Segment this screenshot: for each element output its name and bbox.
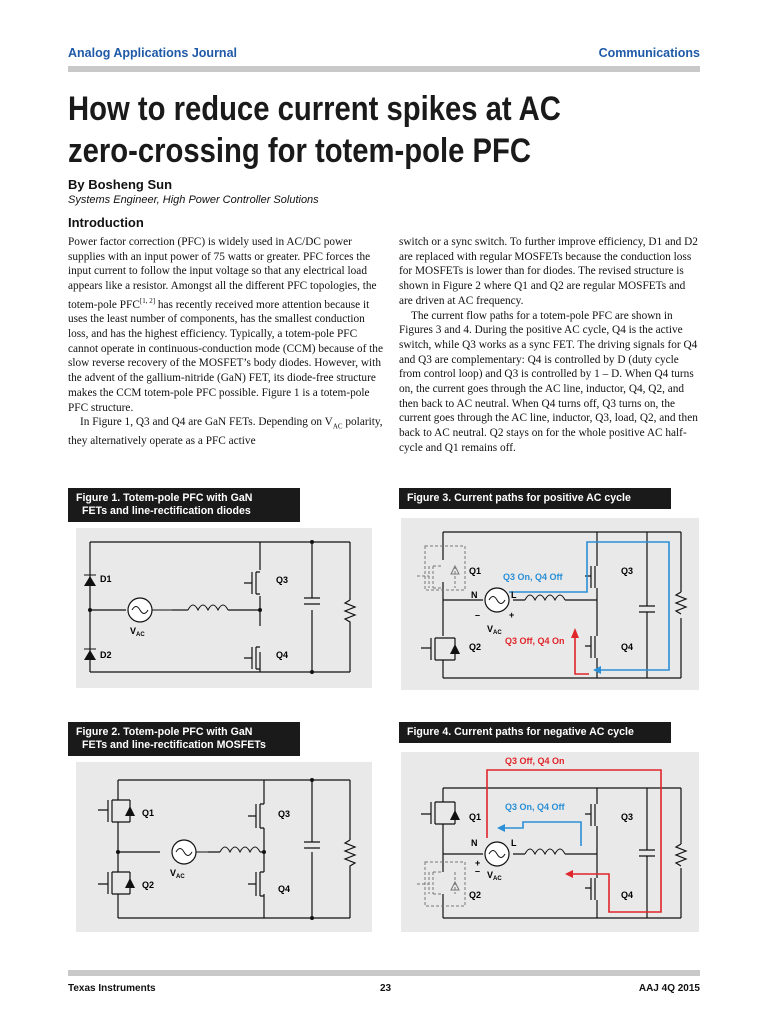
section-name: Communications: [598, 46, 700, 60]
q2-label: Q2: [142, 880, 155, 890]
minus-label: –: [475, 866, 481, 876]
plus-label: +: [509, 610, 515, 620]
figure-1-schematic: [68, 488, 374, 698]
article-title: [68, 88, 618, 172]
q2-label: Q2: [469, 642, 482, 652]
q1-label: Q1: [469, 566, 482, 576]
q3-label: Q3: [276, 575, 289, 585]
figure-3-caption: Figure 3. Current paths for positive AC cycle: [399, 488, 671, 509]
q3-label: Q3: [621, 566, 634, 576]
minus-label: –: [475, 610, 481, 620]
page-number: 23: [380, 983, 392, 994]
journal-name: Analog Applications Journal: [68, 46, 237, 60]
figure-1-caption: Figure 1. Totem-pole PFC with GaN FETs and line-rectification diodes: [68, 488, 300, 522]
figure-4-caption: Figure 4. Current paths for negative AC cycle: [399, 722, 671, 743]
footer-company: Texas Instruments: [68, 983, 156, 994]
d2-label: D2: [100, 650, 112, 660]
figure-4: [399, 722, 699, 937]
q4-label: Q4: [621, 642, 634, 652]
footer-rule: [68, 970, 700, 976]
q3-label: Q3: [278, 809, 291, 819]
figure-2-schematic: [68, 722, 374, 937]
q2-label: Q2: [469, 890, 482, 900]
section-heading: Introduction: [68, 215, 144, 230]
paragraph: The current flow paths for a totem-pole PFC are shown in Figures 3 and 4. During the positive AC cycle, Q4 is the active switch, while Q3 works as a sync FET. The driving signals for Q4 and Q3 are complementary: Q4 is controlled by D (duty cycle from control loop) and Q3 is controlled by 1 – D. When Q4 turns on, the current goes through the AC line, inductor, Q4, Q2, and then back to AC neutral. When Q4 turns off, Q3 turns on, the current goes through the AC line, inductor, Q3, load, Q2, and then back to AC neutral. Q2 stays on for the whole positive AC half-cycle and Q1 remains off.: [399, 309, 698, 454]
red-path-label: Q3 Off, Q4 On: [505, 756, 565, 766]
figure-2: [68, 722, 374, 937]
red-current-path: [575, 638, 589, 674]
l-label: L: [511, 838, 517, 848]
figure-2-caption: Figure 2. Totem-pole PFC with GaN FETs and line-rectification MOSFETs: [68, 722, 300, 756]
q3-label: Q3: [621, 812, 634, 822]
blue-path-label: Q3 On, Q4 Off: [503, 572, 563, 582]
n-label: N: [471, 590, 478, 600]
q1-label: Q1: [469, 812, 482, 822]
figure-3-schematic: [399, 488, 699, 698]
vac-label: $V_{AC}$: [170, 868, 185, 880]
figure-3: [399, 488, 699, 698]
text-column-left: [68, 235, 384, 449]
q4-label: Q4: [278, 884, 291, 894]
q4-label: Q4: [621, 890, 634, 900]
q4-label: Q4: [276, 650, 289, 660]
text-column-right: [399, 235, 699, 456]
paragraph: Power factor correction (PFC) is widely used in AC/DC power supplies with an input power of 75 watts or greater. PFC forces the input current to follow the input voltage so that any electrical load appears like a resistor. Amongst all the different PFC topologies, the totem-pole PFC[1, 2] has recently received more attention because it uses the least number of components, has the smallest conduction loss, and has the highest efficiency. Typically, a totem-pole PFC cannot operate in continuous-conduction mode (CCM) because of the slow reverse recovery of the MOSFET’s body diodes. However, with the advent of the gallium-nitride (GaN) FET, its diode-free structure makes the CCM totem-pole PFC possible. Figure 1 is a totem-pole PFC structure.: [68, 236, 383, 414]
footer-issue: AAJ 4Q 2015: [638, 983, 700, 994]
vac-label: $V_{AC}$: [487, 624, 502, 636]
title-line-1: How to reduce current spikes at AC: [68, 90, 561, 128]
plus-label: +: [475, 858, 481, 868]
figure-4-schematic: [399, 722, 699, 937]
n-label: N: [471, 838, 478, 848]
author: By Bosheng Sun: [68, 177, 173, 192]
vac-label: $V_{AC}$: [487, 870, 502, 882]
red-path-label: Q3 Off, Q4 On: [505, 636, 565, 646]
header-rule: [68, 66, 700, 72]
vac-label: $V_{AC}$: [130, 626, 145, 638]
title-line-2: zero-crossing for totem-pole PFC: [68, 132, 532, 170]
running-header: [68, 46, 700, 64]
paragraph: In Figure 1, Q3 and Q4 are GaN FETs. Depending on $V_{AC}$ polarity, they alternatively operate as a PFC active: [68, 416, 383, 448]
figure-1: [68, 488, 374, 698]
affiliation: Systems Engineer, High Power Controller Solutions: [68, 194, 319, 206]
paragraph: switch or a sync switch. To further improve efficiency, D1 and D2 are replaced with regular MOSFETs because the conduction loss for MOSFETs is lower than for diodes. The revised structure is shown in Figure 2 where Q1 and Q2 are regular MOSFETs and are driven at AC frequency.: [399, 236, 698, 307]
q1-label: Q1: [142, 808, 155, 818]
l-label: L: [511, 590, 517, 600]
blue-path-label: Q3 On, Q4 Off: [505, 802, 565, 812]
d1-label: D1: [100, 574, 112, 584]
